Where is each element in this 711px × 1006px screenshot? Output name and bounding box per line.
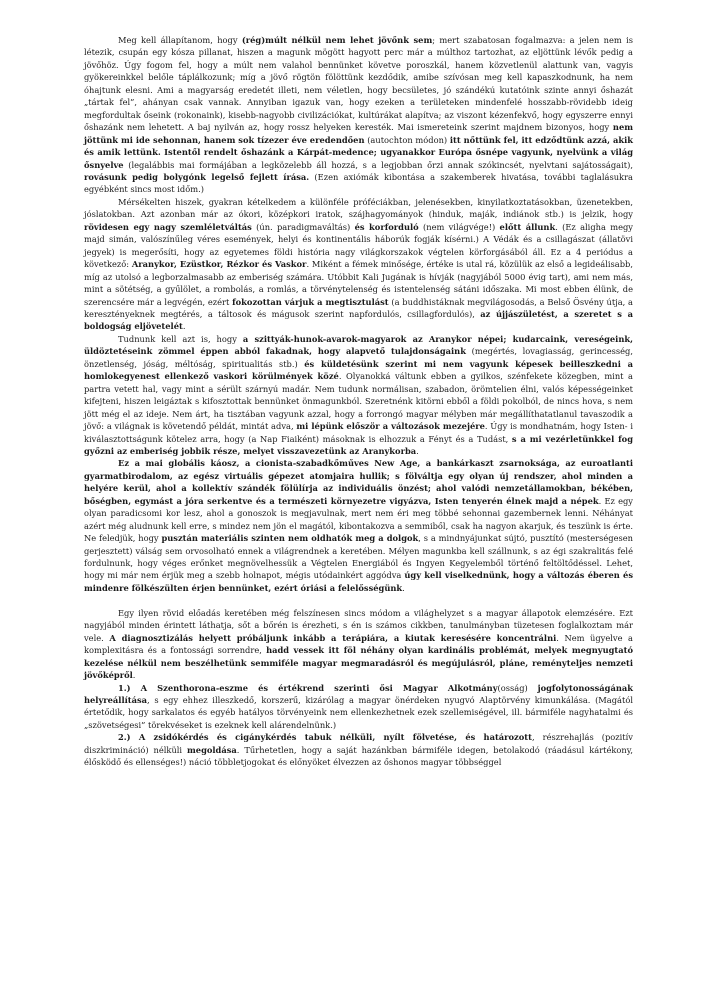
- bold-text-run: 2.) A zsidókérdés és cigánykérdés tabuk nélküli, nyílt fölvetése, és határozott: [118, 732, 532, 743]
- text-run: . Tűrhetetlen, hogy a saját hazánkban bármiféle idegen, betolakodó (ráadásul kártékony, élősködő és ellenséges!) náció többletjogokat és előnyöket élvezzen az őshonos magyar többséggel: [84, 744, 633, 768]
- bold-text-run: és küldetésünk szerint mi nem vagyunk képesek beilleszkedni a homlokegyenest ellenkező vaskori körülmények közé: [84, 358, 634, 382]
- text-run: (legalábbis mai formájában a legközelebb áll hozzá, s a legjobban őrzi annak szókincsét, nyelvtani sajátosságait),: [123, 159, 633, 170]
- text-run: (ún. paradigmaváltás): [251, 221, 355, 232]
- paragraph: [84, 196, 633, 333]
- bold-text-run: a szittyák-hunok-avarok-magyarok az Aranykor népei; kudarcaink, vereségeink, üldöztetéseink zömmel éppen abból fakadnak, hogy alapvető tulajdonságaink: [84, 333, 634, 357]
- bold-text-run: nem jöttünk mi ide sehonnan, hanem sok tízezer éve eredendően: [84, 122, 633, 145]
- text-run: (osság): [497, 682, 538, 693]
- text-run: , s egy ehhez illeszkedő, korszerű, kizárólag a magyar önérdeken nyugvó Alaptörvény kimunkálása. (Magától értetődik, hogy sarkalatos és egyéb hatályos törvényeink nem ellenkezhetnek ezek szellemiségével, ill. bármiféle nagyhatalmi és „szövetségesi” törekvéseket is ezeknek kell alárendelnünk.): [84, 694, 633, 730]
- text-run: .: [416, 445, 419, 456]
- bold-text-run: 1.) A Szenthorona-eszme és értékrend szerinti ősi Magyar Alkotmány: [118, 682, 498, 693]
- text-run: , s a mindnyájunkat sújtó, pusztító (mesterségesen gerjesztett) válság sem orvosolható ennek a világrendnek a keretében. Mélyen magunkba kell szállnunk, s az égi szakralitás felé fordulnunk, hogy véges erőnket megnövelhessük a Végtelen Energiából és Ingyen Kegyelemből történő feltöltődéssel. Lehet, hogy mi már nem érjük meg a szebb holnapot, mégis utódainkért aggódva: [84, 533, 634, 581]
- bold-text-run: az újjászületést, a szeretet s a boldogság eljövetelét: [84, 308, 633, 332]
- bold-text-run: A diagnosztizálás helyett próbáljunk inkább a terápiára, a kiutak keresésére koncentrálni: [109, 632, 557, 643]
- bold-text-run: itt nőttünk fel, itt edződtünk azzá, akik és amik lettünk. Istentől rendelt őshazánk a Kárpát-medence; ugyanakkor Európa ősnépe vagyunk, nyelvünk a világ ősnyelve: [84, 134, 633, 170]
- text-run: (nem világvége!): [418, 221, 500, 232]
- text-run: . Úgy is mondhatnám, hogy Isten- i kiválasztottságunk kötelez arra, hogy (a Nap Fiaiként) másoknak is elhozzuk a Fényt és a Tudást,: [84, 421, 633, 444]
- text-run: . Miként a fémek minősége, értéke is utal rá, közülük az első a legideálisabb, míg az utolsó a legborzalmasabb az emberiség számára. Utóbbit Kali Jugának is hívják (nagyjából 5000 évig tart), ami nem más, mint a sötétség, a gyűlölet, a rombolás, a romlás, a törvénytelenség és istentelenség sátáni időszaka. Mi most ebben élünk, de szerencsére már a legvégén, ezért: [84, 259, 633, 307]
- paragraph: [84, 607, 633, 682]
- paragraph: [84, 34, 633, 196]
- text-run: . Ez egy olyan paradicsomi kor lesz, ahol a gonoszok is megjavulnak, mert nem éri meg többé sehonnai gazembernek lenni. Néhányat azért még aludnunk kell erre, s mindez nem jön el magától, kibontakozva a semmiből, csak ha nagyon akarjuk, és teszünk is érte. Ne feledjük, hogy: [84, 495, 633, 544]
- text-run: (megértés, lovagiasság, gerincesség, önzetlenség, jóság, méltóság, spiritualitás stb.): [84, 346, 633, 369]
- bold-text-run: pusztán materiális szinten nem oldhatók meg a dolgok: [161, 533, 419, 544]
- bold-text-run: Ez a mai globális káosz, a cionista-szabadkőműves New Age, a bankárkaszt zsarnoksága, az euroatlanti gyarmatbirodalom, az egész virtuális gépezet atomjaira hullik; s fölváltja egy olyan új rendszer, ahol minden a helyére kerül, ahol a kollektív szándék fölülírja az individuális önzést; ahol valódi nemzetállamokban, békében, bőségben, egymást a jóra serkentve és a természeti környezetre vigyázva, Isten tenyerén élnek majd a népek: [84, 458, 633, 506]
- bold-text-run: úgy kell viselkednünk, hogy a változás éberen és mindenre fölkészülten érjen bennünket, ezért óriási a felelősségünk: [84, 570, 633, 593]
- text-run: . Olyanokká váltunk ebben a gyilkos, szénfekete közegben, mint a partra vetett hal, vagy mint a sérült szárnyú madár. Nem tudunk normálisan, szabadon, örömtelien élni, valós képességeinket kifejteni, hiszen leigáztak s kifosztottak bennünket önmagunkból. Szeretnénk kitörni ebből a földi pokolból, de nincs hova, s nem jött még el az ideje. Nem árt, ha tisztában vagyunk azzal, hogy a forrongó magyar mélyben már megállíthatatlanul tavaszodik a jövő: a világnak is követendő példát, mintát adva,: [84, 371, 633, 432]
- bold-text-run: rovásunk pedig bolygónk legelső fejlett írása.: [84, 171, 310, 182]
- text-run: ; mert szabatosan fogalmazva: a jelen nem is létezik, csupán egy kósza pillanat, hiszen a magunk mögött hagyott perc már a múlthoz tartozhat, az eljöttünk lévők pedig a jövőhöz. Úgy fogom fel, hogy a múlt nem valahol bennünket követve poroszkál, hanem közvetlenül alattunk van, vagyis gyökereinkkel belőle táplálkozunk; míg a jövő rögtön fölöttünk kezdődik, amibe szívósan meg kell kapaszkodnunk, ha nem óhajtunk elesni. Ami a magyarság eredetét illeti, nem véletlen, hogy becsületes, jó szándékú kutatóink szinte annyi őshazát „tártak fel”, ahányan csak vannak. Annyiban igazuk van, hogy ezeken a területeken mindenfelé hosszabb-rövidebb ideig megfordultak őseink (rokonaink), kisebb-nagyobb civilizációkat, kultúrákat alapítva; az viszont kézenfekvő, hogy egyszerre ennyi őshazánk nem lehetett. A baj nyilván az, hogy rossz helyeken keresték. Mai ismereteink szerint majdnem bizonyos, hogy: [84, 35, 633, 133]
- text-run: (Ezen axiómák kibontása a szakemberek hivatása, további taglalásukra egyébként sincs most időm.): [84, 171, 633, 195]
- bold-text-run: hadd vessek itt föl néhány olyan kardinális problémát, melyek megnyugtató kezelése nélkül nem beszélhetünk semmiféle magyar megmaradásról és megújulásról, pláne, reményteljes nemzeti jövőképről: [84, 645, 633, 681]
- text-run: Mérsékelten hiszek, gyakran kételkedem a különféle próféciákban, jelenésekben, kinyilatkoztatásokban, üzenetekben, jóslatokban. Azt azonban már az ókori, középkori iratok, szájhagyományok (hinduk, maják, indiánok stb.) is jelzik, hogy: [84, 196, 633, 220]
- text-run: . Nem ügyelve a komplexitásra és a fontossági sorrendre,: [84, 632, 633, 656]
- text-run: Tudnunk kell azt is, hogy: [118, 333, 243, 344]
- bold-text-run: mi lépünk először a változások mezejére: [296, 421, 485, 432]
- bold-text-run: Aranykor, Ezüstkor, Rézkor és Vaskor: [131, 259, 307, 270]
- text-run: .: [402, 582, 405, 593]
- bold-text-run: rövidesen egy nagy szemléletváltás: [84, 221, 252, 232]
- text-run: , részrehajlás (pozitív diszkrimináció) nélküli: [84, 732, 633, 755]
- bold-text-run: s a mi vezérletünkkel fog győzni az emberiség jobbik része, melyet visszavezetünk az Aranykorba: [84, 433, 633, 456]
- bold-text-run: előtt állunk: [499, 221, 556, 232]
- text-run: Meg kell állapítanom, hogy: [118, 35, 242, 45]
- text-run: (autochton módon): [364, 134, 450, 145]
- paragraph: [84, 682, 633, 732]
- bold-text-run: és korforduló: [354, 221, 419, 232]
- text-run: .: [182, 321, 186, 332]
- bold-text-run: (rég)múlt nélkül nem lehet jövőnk sem: [241, 35, 433, 45]
- text-run: Egy ilyen rövid előadás keretében még felszínesen sincs módom a világhelyzet s a magyar állapotok elemzésére. Ezt nagyjából minden érintett láthatja, sőt a bőrén is érezheti, s én is számos cikkben, tanulmányban tüzetesen foglalkoztam már vele.: [84, 607, 633, 643]
- text-run: (a buddhistáknak megvilágosodás, a Belső Ösvény útja, a keresztényeknek megtérés, a táltosok és mágusok szerint napfordulós, csillagfordulós),: [84, 296, 633, 319]
- paragraph: [84, 333, 633, 458]
- bold-text-run: fokozottan várjuk a megtisztulást: [232, 296, 389, 307]
- text-run: .: [132, 670, 136, 681]
- paragraph: [84, 731, 633, 768]
- text-run: . (Ez aligha megy majd simán, valószínűleg véres események, helyi és kontinentális háborúk fogják kísérni.) A Védák és a csillagászat (állatövi jegyek) is megerősíti, hogy az egyetemes földi história nagy világkorszakok végtelen körforgásából áll. Ez a 4 periódus a következő:: [84, 221, 633, 270]
- bold-text-run: jogfolytonosságának helyreállítása: [84, 682, 633, 705]
- bold-text-run: megoldása: [187, 744, 237, 755]
- paragraph: [84, 457, 633, 594]
